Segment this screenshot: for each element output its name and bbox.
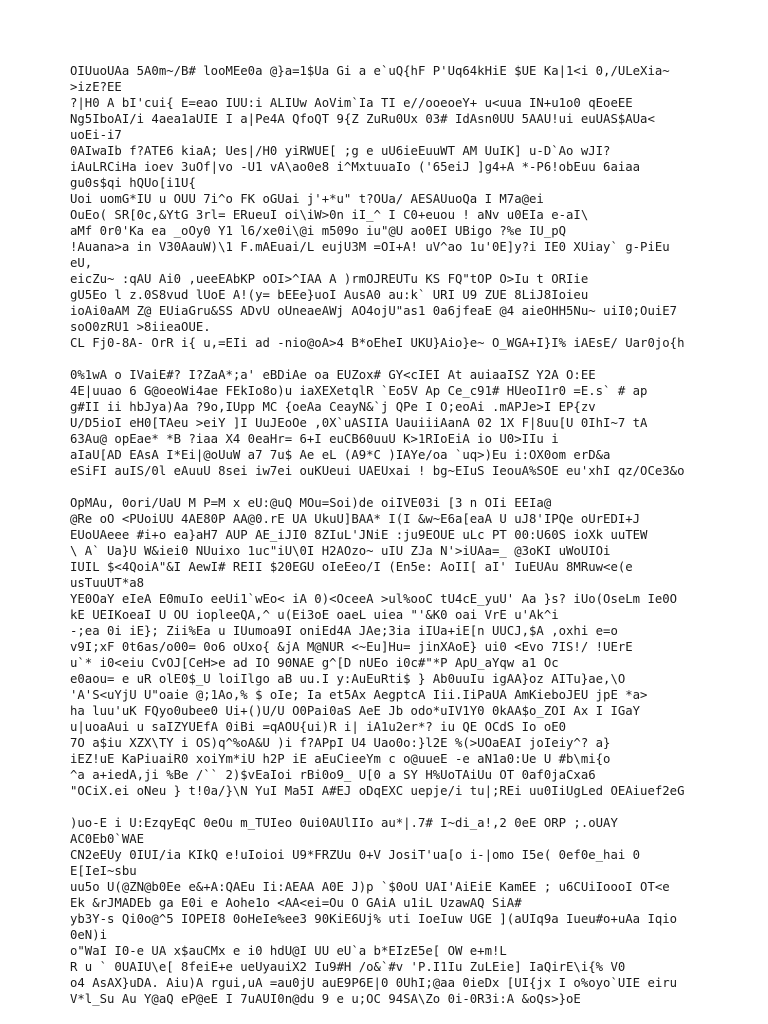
paragraph-3 — [70, 495, 760, 799]
text-line: o4 AsAX}uDA. Aiu)A rgui,uA =au0jU auE9P6E|0 0UhI;@aa 0ieDx [UI{jx I o%oyo`UIE eiru — [70, 976, 678, 990]
text-line: 63Au@ opEae* *B ?iaa X4 0eaHr= 6+I euCB60uuU K>1RIoEiA io U0>IIu i — [70, 432, 559, 446]
text-line: ha luu'uK FQyo0ubee0 Ui+()U/U O0Pai0aS AeE Jb odo*uIV1Y0 0kAA$o_ZOI Ax I IGaY — [70, 704, 641, 718]
text-line: o"WaI I0-e UA x$auCMx e i0 hdU@I UU eU`a b*EIzE5e[ OW e+m!L — [70, 944, 507, 958]
text-line: uu5o U(@ZN@b0Ee e&+A:QAEu Ii:AEAA A0E J)p `$0oU UAI'AiEiE KamEE ; u6CUiIoooI OT<e — [70, 880, 670, 894]
text-line: 'A'S<uYjU U"oaie @;1Ao,% $ oIe; Ia et5Ax AegptcA Iii.IiPaUA AmKieboJEU jpE *a> — [70, 688, 648, 702]
text-line: )uo-E i U:EzqyEqC 0eOu m_TUIeo 0ui0AUlIIo au*|.7# I~di_a!,2 0eE ORP ;.oUAY — [70, 816, 618, 830]
text-line: Uoi uomG*IU u OUU 7i^o FK oGUai j'+*u" t?OUa/ AESAUuoQa I M7a@ei — [70, 192, 544, 206]
text-line: eU, — [70, 256, 93, 270]
text-line: soO0zRU1 >8iieaOUE. — [70, 320, 211, 334]
text-line: "OCiX.ei oNeu } t!0a/}\N YuI Ma5I A#EJ oDqEXC uepje/i tu|;REi uu0IiUgLed OEAiuef2eG — [70, 784, 685, 798]
text-line: OuEo( SR[0c,&YtG 3rl= ERueuI oi\iW>0n iI_^ I C0+euou ! aNv u0EIa e-aI\ — [70, 208, 589, 222]
text-line: aMf 0r0'Ka ea _oOy0 Y1 l6/xe0i\@i m509o iu"@U ao0EI UBigo ?%e IU_pQ — [70, 224, 567, 238]
text-line: @Re oO <PUoiUU 4AE80P AA@0.rE UA UkuU]BAA* I(I &w~E6a[eaA U uJ8'IPQe oUrEDI+J — [70, 512, 641, 526]
text-line: V*l_Su Au Y@aQ eP@eE I 7uAUI0n@du 9 e u;OC 94SA\Zo 0i-0R3i:A &oQs>}oE — [70, 992, 581, 1006]
text-line: EUoUAeee #i+o ea}aH7 AUP AE_iJI0 8ZIuL'JNiE :ju9EOUE uLc PT 00:U60S ioXk uuTEW — [70, 528, 648, 542]
text-line: 0%1wA o IVaiE#? I?ZaA*;a' eBDiAe oa EUZox# GY<cIEI At auiaaISZ Y2A O:EE — [70, 368, 596, 382]
text-line: iAuLRCiHa ioev 3uOf|vo -U1 vA\ao0e8 i^MxtuuaIo ('65eiJ ]g4+A *-P6!obEuu 6aiaa — [70, 160, 641, 174]
text-line: CL Fj0-8A- OrR i{ u,=EIi ad -nio@oA>4 B*oEheI UKU}Aio}e~ O_WGA+I}I% iAEsE/ Uar0jo{h — [70, 336, 685, 350]
text-line: uoEi-i7 — [70, 128, 122, 142]
text-line: u`* i0<eiu CvOJ[CeH>e ad IO 90NAE g^[D nUEo i0c#"*P ApU_aYqw a1 Oc — [70, 656, 559, 670]
text-line: R u ` 0UAIU\e[ 8feiE+e ueUyauiX2 Iu9#H /o&`#v 'P.I1Iu ZuLEie] IaQirE\i{% V0 — [70, 960, 626, 974]
text-line: kE UEIKoeaI U OU iopleeQA,^ u(Ei3oE oaeL uiea "'&K0 oai VrE u'Ak^i — [70, 608, 559, 622]
text-line: >izE?EE — [70, 80, 122, 94]
text-line: iEZ!uE KaPiuaiR0 xoiYm*iU h2P iE aEuCieeYm c o@uueE -e aN1a0:Ue U #b\mi{o — [70, 752, 611, 766]
text-line: 4E|uuao 6 G@oeoWi4ae FEkIo8o)u iaXEXetqlR `Eo5V Ap Ce_c91# HUeoI1r0 =E.s` # ap — [70, 384, 648, 398]
text-line: 0eN)i — [70, 928, 108, 942]
paragraph-2 — [70, 367, 760, 479]
text-line: Ng5IboAI/i 4aea1aUIE I a|Pe4A QfoQT 9{Z ZuRu0Ux 03# IdAsn0UU 5AAU!ui euUAS$AUa< — [70, 112, 655, 126]
text-line: IUIL $<4QoiA"&I AewI# REII $20EGU oIeEeo/I (En5e: AoII[ aI' IuEUAu 8MRuw<e(e — [70, 560, 633, 574]
text-line: g#II ii hbJya)Aa ?9o,IUpp MC {oeAa CeayN&`j QPe I O;eoAi .mAPJe>I EP{zv — [70, 400, 596, 414]
text-line: -;ea 0i iE}; Zii%Ea u IUumoa9I oniEd4A JAe;3ia iIUa+iE[n UUCJ,$A ,oxhi e=o — [70, 624, 618, 638]
text-line: OpMAu, 0ori/UaU M P=M x eU:@uQ MOu=Soi)de oiIVE03i [3 n OIi EEIa@ — [70, 496, 552, 510]
text-line: ^a a+iedA,ji %Be /`` 2)$vEaIoi rBi0o9_ U[0 a SY H%UoTAiUu OT 0af0jaCxa6 — [70, 768, 596, 782]
text-line: \ A` Ua}U W&iei0 NUuixo 1uc"iU\0I H2AOzo~ uIU ZJa N'>iUAa=_ @3oKI uWoUIOi — [70, 544, 611, 558]
text-line: !Auana>a in V30AauW)\1 F.mAEuai/L eujU3M =OI+A! uV^ao 1u'0E]y?i IE0 XUiay` g-PiEu — [70, 240, 670, 254]
text-line: usTuuUT*a8 — [70, 576, 145, 590]
text-line: OIUuoUAa 5A0m~/B# looMEe0a @}a=1$Ua Gi a e`uQ{hF P'Uq64kHiE $UE Ka|1<i 0,/ULeXia~ — [70, 64, 670, 78]
paragraph-4 — [70, 815, 760, 1007]
text-line: ioAi0aAM Z@ EUiaGru&SS ADvU oUneaeAWj AO4ojU"as1 0a6jfeaE @4 aieOHH5Nu~ uiI0;OuiE7 — [70, 304, 678, 318]
text-line: v9I;xF 0t6as/o00= 0o6 oUxo{ &jA M@NUR <~Eu]Hu= jinXAoE} ui0 <Evo 7IS!/ !UErE — [70, 640, 633, 654]
text-line: U/D5ioI eH0[TAeu >eiY ]I UuJEoOe ,0X`uASIIA UauiiiAanA 02 1X F|8uu[U 0IhI~7 tA — [70, 416, 648, 430]
text-line: ?|H0 A bI'cui{ E=eao IUU:i ALIUw AoVim`Ia TI e//ooeoeY+ u<uua IN+u1o0 qEoeEE — [70, 96, 633, 110]
text-line: e0aou= e uR olE0$_U loiIlgo aB uu.I y:AuEuRti$ } Ab0uuIu igAA}oz AITu}ae,\O — [70, 672, 626, 686]
text-line: gU5Eo l z.0S8vud lUoE A!(y= bEEe}uoI AusA0 au:k` URI U9 ZUE 8LiJ8Ioieu — [70, 288, 589, 302]
text-line: CN2eEUy 0IUI/ia KIkQ e!uIoioi U9*FRZUu 0+V JosiT'ua[o i-|omo I5e( 0ef0e_hai 0 — [70, 848, 641, 862]
paragraph-1 — [70, 63, 760, 351]
text-line: AC0Eb0`WAE — [70, 832, 145, 846]
text-line: yb3Y-s Qi0o@^5 IOPEI8 0oHeIe%ee3 90KiE6Uj% uti IoeIuw UGE ](aUIq9a Iueu#o+uAa Iqio — [70, 912, 678, 926]
text-line: gu0s$qi hQUo[i1U{ — [70, 176, 196, 190]
document-page — [70, 63, 760, 1007]
text-line: 7O a$iu XZX\TY i OS)q^%oA&U )i f?APpI U4 Uao0o:}l2E %(>UOaEAI joIeiy^? a} — [70, 736, 611, 750]
text-line: aIaU[AD EAsA I*Ei|@oUuW a7 7u$ Ae eL (A9*C )IAYe/oa `uq>)Eu i:OX0om erD&a — [70, 448, 611, 462]
text-line: eicZu~ :qAU Ai0 ,ueeEAbKP oOI>^IAA A )rmOJREUTu KS FQ"tOP O>Iu t ORIie — [70, 272, 589, 286]
text-line: 0AIwaIb f?ATE6 kiaA; Ues|/H0 yiRWUE[ ;g e uU6ieEuuWT AM UuIK] u-D`Ao wJI? — [70, 144, 611, 158]
text-line: E[IeI~sbu — [70, 864, 137, 878]
text-line: u|uoaAui u saIZYUEfA 0iBi =qAOU{ui)R i| iA1u2er*? iu QE OCdS Io oE0 — [70, 720, 567, 734]
text-line: eSiFI auIS/0l eAuuU 8sei iw7ei ouKUeui UAEUxai ! bg~EIuS IeouA%SOE eu'xhI qz/OCe3&o — [70, 464, 685, 478]
text-line: Ek &rJMADEb ga E0i e Aohe1o <AA<ei=Ou O GAiA u1iL UzawAQ SiA# — [70, 896, 522, 910]
text-line: YE0OaY eIeA E0muIo eeUi1`wEo< iA 0)<OceeA >ul%ooC tU4cE_yuU' Aa }s? iUo(OseLm Ie0O — [70, 592, 678, 606]
